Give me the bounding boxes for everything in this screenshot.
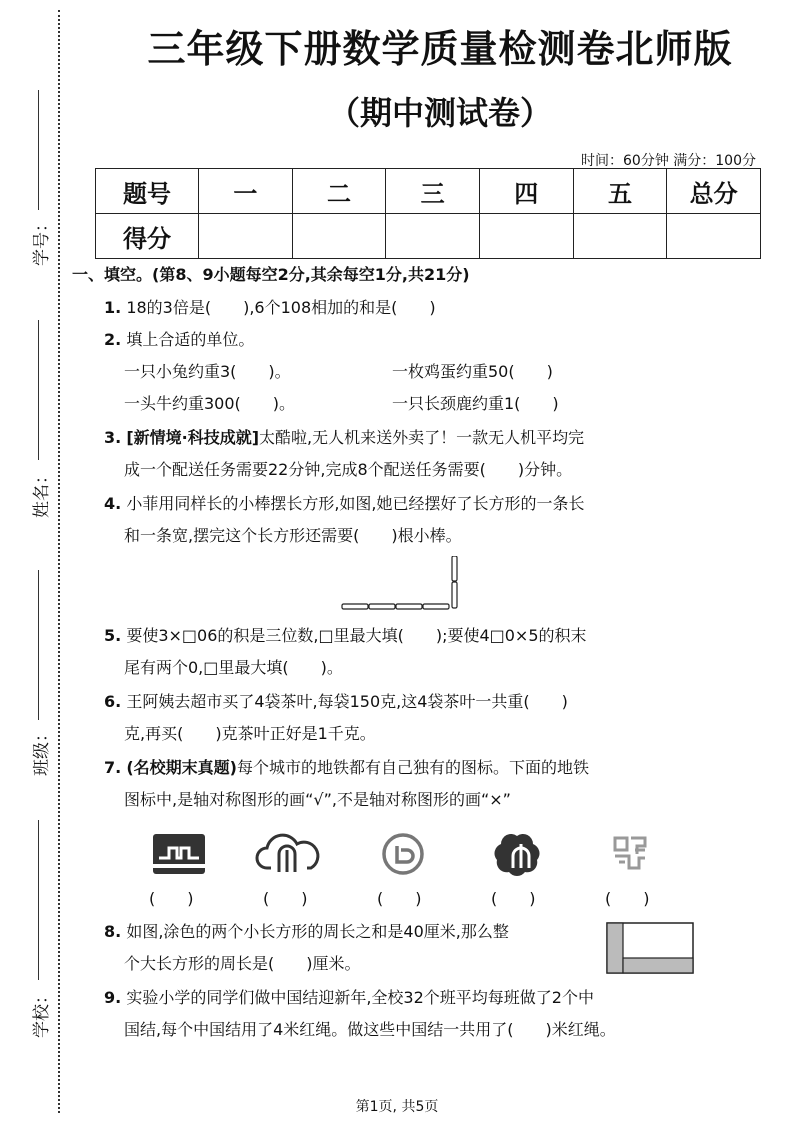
metro-icon-3 <box>384 835 422 873</box>
question-text: 王阿姨去超市买了4袋茶叶,每袋150克,这4袋茶叶一共重( ) <box>126 692 568 711</box>
question-1 <box>104 298 436 318</box>
class-label: 班级： <box>32 725 52 776</box>
question-text: 如图,涂色的两个小长方形的周长之和是40厘米,那么整 <box>126 922 509 941</box>
question-number: 8. <box>104 922 122 941</box>
question-6-line2: 克,再买( )克茶叶正好是1千克。 <box>124 724 376 743</box>
question-text: 要使3×□06的积是三位数,□里最大填( );要使4□0×5的积末 <box>126 626 587 645</box>
score-header-cell: 题号 <box>96 169 199 214</box>
score-header-cell: 一 <box>199 169 293 214</box>
answer-paren[interactable]: ( ) <box>605 889 650 908</box>
question-number: 6. <box>104 692 122 711</box>
question-5-line2: 尾有两个0,□里最大填( )。 <box>124 658 343 677</box>
page-title: 三年级下册数学质量检测卷北师版 <box>147 27 733 71</box>
metro-icon-2 <box>257 835 318 872</box>
question-number: 2. <box>104 330 122 349</box>
metro-icons <box>145 828 705 878</box>
question-8-line2: 个大长方形的周长是( )厘米。 <box>124 954 361 973</box>
score-header-cell: 五 <box>573 169 667 214</box>
question-4 <box>104 494 585 514</box>
question-3-line2: 成一个配送任务需要22分钟,完成8个配送任务需要( )分钟。 <box>124 460 573 479</box>
name-line <box>38 320 39 460</box>
score-cell[interactable] <box>667 214 761 259</box>
score-row-label: 得分 <box>96 214 199 259</box>
score-cell[interactable] <box>386 214 480 259</box>
question-6 <box>104 692 568 712</box>
section-heading: 一、填空。(第8、9小题每空2分,其余每空1分,共21分) <box>72 265 470 284</box>
question-5 <box>104 626 587 646</box>
name-label: 姓名： <box>32 467 52 518</box>
score-header-cell: 三 <box>386 169 480 214</box>
score-cell[interactable] <box>573 214 667 259</box>
question-7 <box>104 758 589 778</box>
answer-paren[interactable]: ( ) <box>263 889 308 908</box>
score-cell[interactable] <box>199 214 293 259</box>
score-table-header-row <box>96 169 761 214</box>
question-text: 每个城市的地铁都有自己独有的图标。下面的地铁 <box>236 758 589 777</box>
question-text: 小菲用同样长的小棒摆长方形,如图,她已经摆好了长方形的一条长 <box>126 494 585 513</box>
score-header-cell: 二 <box>292 169 386 214</box>
binding-dotted-line <box>58 10 60 1113</box>
question-text: 填上合适的单位。 <box>126 330 255 349</box>
question-8 <box>104 922 509 942</box>
score-cell[interactable] <box>292 214 386 259</box>
question-2 <box>104 330 254 350</box>
class-line <box>38 570 39 720</box>
question-4-line2: 和一条宽,摆完这个长方形还需要( )根小棒。 <box>124 526 462 545</box>
question-text: 18的3倍是( ),6个108相加的和是( ) <box>126 298 436 317</box>
question-7-line2: 图标中,是轴对称图形的画“√”,不是轴对称图形的画“×” <box>124 790 511 809</box>
metro-icon-1 <box>153 834 205 874</box>
question-number: 5. <box>104 626 122 645</box>
question-tag: [新情境·科技成就] <box>126 428 260 447</box>
question-2c: 一头牛约重300( )。 <box>124 394 296 413</box>
metro-icon-5 <box>615 838 645 868</box>
question-3 <box>104 428 584 448</box>
question-9-line2: 国结,每个中国结用了4米红绳。做这些中国结一共用了( )米红绳。 <box>124 1020 616 1039</box>
question-text: 太酷啦,无人机来送外卖了！一款无人机平均完 <box>259 428 585 447</box>
time-info: 时间：60分钟 满分：100分 <box>581 153 756 169</box>
score-table <box>95 168 761 259</box>
school-line <box>38 820 39 980</box>
score-header-cell: 总分 <box>667 169 761 214</box>
question-number: 7. <box>104 758 122 777</box>
student-no-line <box>38 90 39 210</box>
answer-paren[interactable]: ( ) <box>377 889 422 908</box>
sticks-figure <box>340 556 462 612</box>
answer-paren[interactable]: ( ) <box>491 889 536 908</box>
question-number: 4. <box>104 494 122 513</box>
question-number: 9. <box>104 988 122 1007</box>
question-number: 3. <box>104 428 122 447</box>
question-tag: (名校期末真题) <box>126 758 237 777</box>
answer-paren[interactable]: ( ) <box>149 889 194 908</box>
score-cell[interactable] <box>479 214 573 259</box>
question-2b: 一枚鸡蛋约重50( ) <box>392 362 553 381</box>
metro-icon-4 <box>494 834 539 876</box>
rectangle-figure <box>606 922 694 974</box>
score-table-score-row <box>96 214 761 259</box>
page-footer: 第1页, 共5页 <box>355 1099 439 1115</box>
question-text: 实验小学的同学们做中国结迎新年,全校32个班平均每班做了2个中 <box>126 988 594 1007</box>
question-9 <box>104 988 594 1008</box>
school-label: 学校： <box>32 987 52 1038</box>
page-subtitle: （期中测试卷） <box>327 94 552 132</box>
question-2d: 一只长颈鹿约重1( ) <box>392 394 559 413</box>
student-no-label: 学号： <box>32 215 52 266</box>
score-header-cell: 四 <box>479 169 573 214</box>
question-number: 1. <box>104 298 122 317</box>
question-2a: 一只小兔约重3( )。 <box>124 362 291 381</box>
